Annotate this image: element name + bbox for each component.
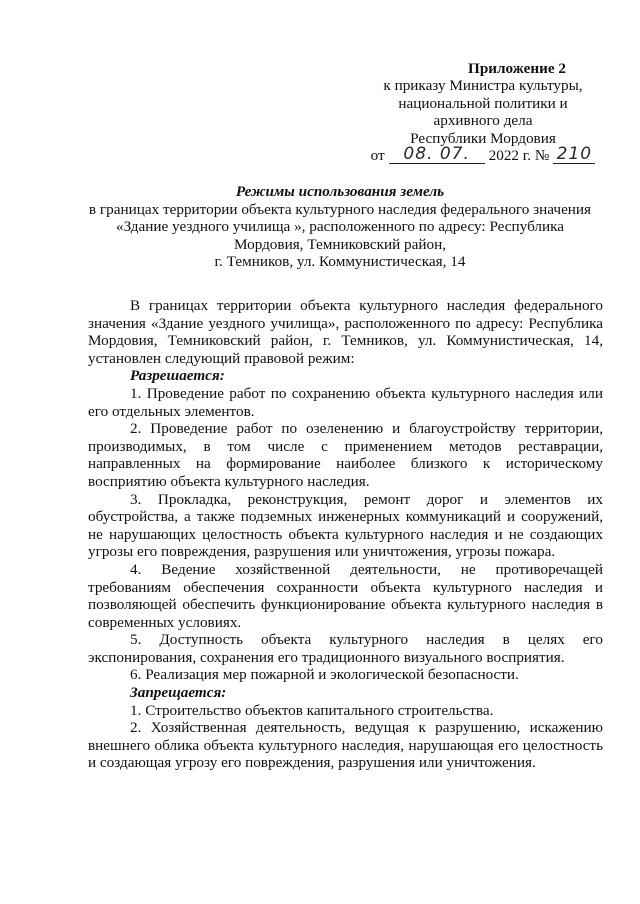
allowed-item: 5. Доступность объекта культурного наследия в целях его экспонирования, сохранения его традиционного визуального восприятия. [88, 631, 603, 666]
date-field [389, 144, 485, 165]
forbidden-item: 1. Строительство объектов капитального строительства. [130, 701, 494, 719]
allowed-section-title: Разрешается: [130, 367, 225, 385]
handwritten-number: 210 [556, 144, 593, 165]
allowed-item: 2. Проведение работ по озеленению и благоустройству территории, производимых, в том числе с применением методов реставрации, направленных на формирование наиболее близкого к историческому восприятию объекта культурного наследия. [88, 420, 603, 490]
appendix-title: Приложение 2 [468, 60, 566, 77]
year-number-label: 2022 г. № [488, 147, 550, 165]
appendix-line: архивного дела [433, 112, 533, 130]
heading-line: в границах территории объекта культурного наследия федерального значения [88, 200, 592, 218]
allowed-item: 3. Прокладка, реконструкция, ремонт дорог и элементов их обустройства, а также подземных инженерных коммуникаций и сооружений, не нарушающих целостность объекта культурного наследия и не создающих угрозы его повреждения, разрушения или уничтожения, угрозы пожара. [88, 490, 603, 561]
document-heading [70, 183, 610, 271]
allowed-item: 1. Проведение работ по сохранению объекта культурного наследия или его отдельных элементов. [88, 384, 603, 420]
document-body [88, 297, 603, 772]
appendix-line: Республики Мордовия [410, 129, 556, 147]
from-label: от [370, 147, 385, 165]
heading-title: Режимы использования земель [235, 183, 445, 200]
allowed-item: 6. Реализация мер пожарной и экологической безопасности. [130, 666, 519, 684]
date-number-line [370, 144, 596, 165]
number-field [553, 144, 595, 165]
allowed-item: 4. Ведение хозяйственной деятельности, не противоречащей требованиям обеспечения сохранности объекта культурного наследия и позволяющей обеспечить функционирование объекта культурного наследия в современных условиях. [88, 560, 603, 631]
appendix-line: национальной политики и [398, 94, 568, 112]
intro-paragraph: В границах территории объекта культурного наследия федерального значения «Здание уездного училища», расположенного по адресу: Республика Мордовия, Темниковский район, г. Темников, ул. Коммунистическая, 14, установлен следующий правовой режим: [88, 297, 603, 367]
heading-line: Мордовия, Темниковский район, [233, 235, 447, 253]
forbidden-item: 2. Хозяйственная деятельность, ведущая к разрушению, искажению внешнего облика объекта культурного наследия, нарушающая его целостность и создающая угрозу его повреждения, разрушения или уничтожения. [88, 719, 603, 772]
forbidden-section-title: Запрещается: [130, 684, 227, 702]
heading-line: г. Темников, ул. Коммунистическая, 14 [214, 253, 466, 271]
appendix-block [370, 60, 596, 164]
appendix-line: к приказу Министра культуры, [383, 77, 583, 95]
handwritten-date: 08. 07. [403, 144, 470, 165]
heading-line: «Здание уездного училища », расположенного по адресу: Республика [115, 218, 565, 236]
